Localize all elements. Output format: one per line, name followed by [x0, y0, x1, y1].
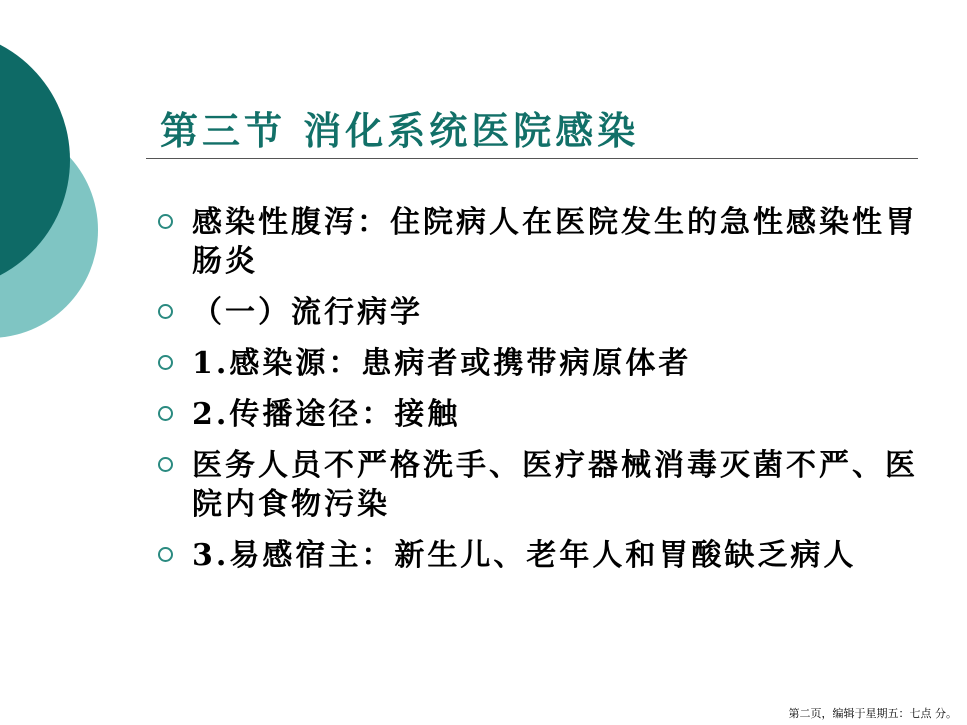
bullet-item	[158, 344, 918, 383]
bullet-item	[158, 293, 918, 332]
bullet-text: 医务人员不严格洗手、医疗器械消毒灭菌不严、医院内食物污染	[192, 448, 918, 522]
circle-bullet-icon	[158, 547, 173, 562]
bullet-text: （一）流行病学	[192, 295, 423, 330]
slide-title: 第三节 消化系统医院感染	[160, 108, 640, 153]
bullet-item	[158, 395, 918, 434]
decorative-circles	[0, 0, 120, 400]
circle-bullet-icon	[158, 457, 173, 472]
title-divider	[146, 158, 918, 159]
bullet-list	[158, 203, 918, 587]
bullet-item	[158, 536, 918, 575]
bullet-text: 2.传播途径：接触	[192, 397, 461, 432]
bullet-text: 感染性腹泻：住院病人在医院发生的急性感染性胃肠炎	[192, 205, 918, 279]
page-footer: 第二页，编辑于星期五：七点 分。	[788, 707, 957, 720]
circle-bullet-icon	[158, 355, 173, 370]
bullet-item	[158, 446, 918, 524]
bullet-text: 1.感染源：患病者或携带病原体者	[192, 346, 692, 381]
bullet-text: 3.易感宿主：新生儿、老年人和胃酸缺乏病人	[192, 538, 857, 573]
circle-bullet-icon	[158, 304, 173, 319]
circle-bullet-icon	[158, 214, 173, 229]
circle-bullet-icon	[158, 406, 173, 421]
bullet-item	[158, 203, 918, 281]
